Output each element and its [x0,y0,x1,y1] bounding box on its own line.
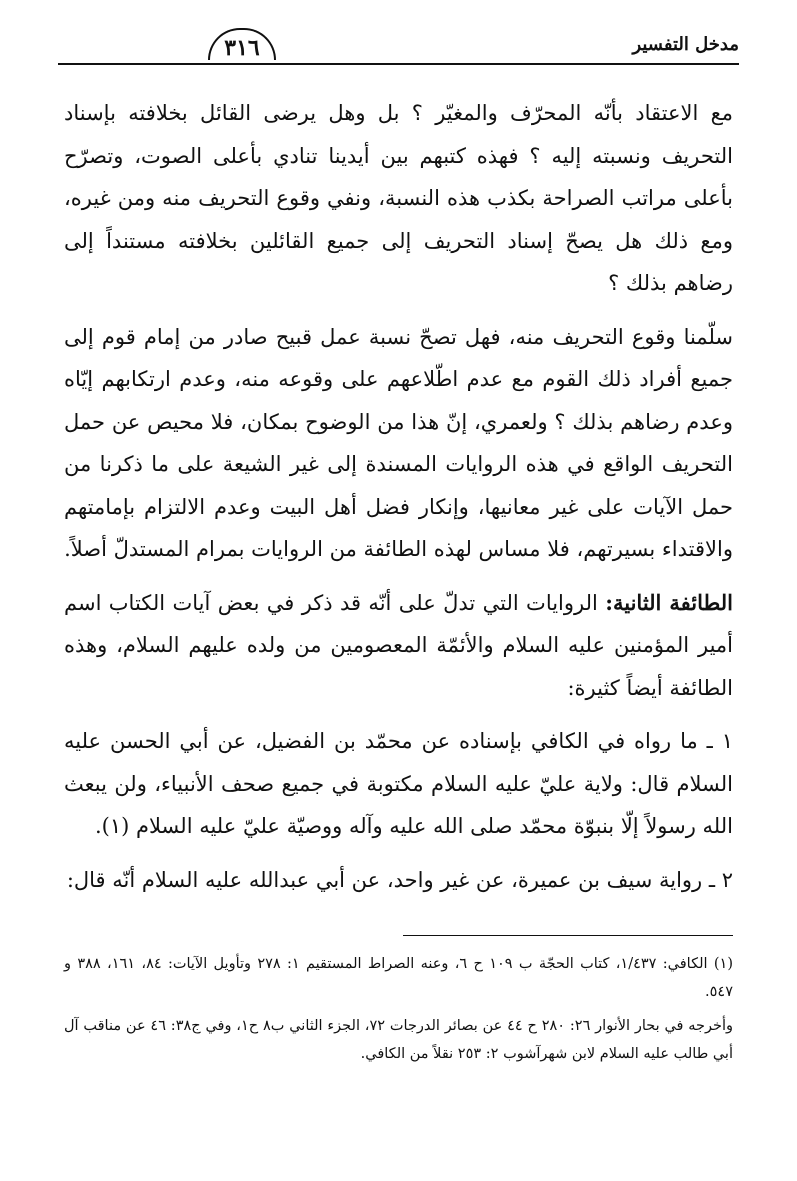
footnote-separator [403,935,733,936]
header-rule [58,63,739,65]
running-header [58,28,739,68]
paragraph: سلّمنا وقوع التحريف منه، فهل تصحّ نسبة عمل قبيح صادر من إمام قوم إلى جميع أفراد ذلك القوم مع عدم اطّلاعهم على وقوعه منه، وعدم ارتكابهم إيّاه وعدم رضاهم بذلك ؟ ولعمري، إنّ هذا من الوضوح بمكان، فلا محيص عن حمل التحريف الواقع في هذه الروايات المسندة إلى غير الشيعة على ما ذكرنا من حمل الآيات على غير معانيها، وإنكار فضل أهل البيت وعدم الالتزام بإمامتهم والاقتداء بسيرتهم، فلا مساس لهذه الطائفة من الروايات بمرام المستدلّ أصلاً. [64,324,733,561]
footnote-1-continued: وأخرجه في بحار الأنوار ٢٦: ٢٨٠ ح ٤٤ عن بصائر الدرجات ٧٢، الجزء الثاني ب٨ ح١، وفي ج٣٨: ٤٦ عن مناقب آل أبي طالب عليه السلام لابن شهرآشوب ٢: ٢٥٣ نقلاً من الكافي. [64,1018,734,1062]
book-title: مدخل التفسير [632,34,739,55]
footnote-1: (١) الكافي: ١/٤٣٧، كتاب الحجّة ب ١٠٩ ح ٦، وعنه الصراط المستقيم ١: ٢٧٨ وتأويل الآيات: ٨٤، ١٦١، ٣٨٨ و ٥٤٧. [64,956,733,1000]
paragraph-second-category [64,582,733,710]
narration-item-1: ١ ـ ما رواه في الكافي بإسناده عن محمّد بن الفضيل، عن أبي الحسن عليه السلام قال: ولاية عليّ عليه السلام مكتوبة في جميع صحف الأنبياء، ولن يبعث الله رسولاً إلّا بنبوّة محمّد صلى الله عليه وآله ووصيّة عليّ عليه السلام (١). [64,729,733,838]
section-text: الروايات التي تدلّ على أنّه قد ذكر في بعض آيات الكتاب اسم أمير المؤمنين عليه السلام والأئمّة المعصومين من ولده عليهم السلام، وهذه الطائفة أيضاً كثيرة: [64,590,733,700]
section-heading: الطائفة الثانية: [605,589,733,615]
main-text [64,92,733,912]
page-number: ٣١٦ [208,28,276,60]
footnotes [64,950,733,1074]
paragraph-continuation: مع الاعتقاد بأنّه المحرّف والمغيّر ؟ بل وهل يرضى القائل بخلافته بإسناد التحريف ونسبته إليه ؟ فهذه كتبهم بين أيدينا تنادي بأعلى الصوت، وتصرّح بأعلى مراتب الصراحة بكذب هذه النسبة، ونفي وقوع التحريف منه ومن غيره، ومع ذلك هل يصحّ إسناد التحريف إلى جميع القائلين بخلافته مستنداً إلى رضاهم بذلك ؟ [64,101,734,295]
narration-item-2: ٢ ـ رواية سيف بن عميرة، عن غير واحد، عن أبي عبدالله عليه السلام أنّه قال: [66,867,733,892]
